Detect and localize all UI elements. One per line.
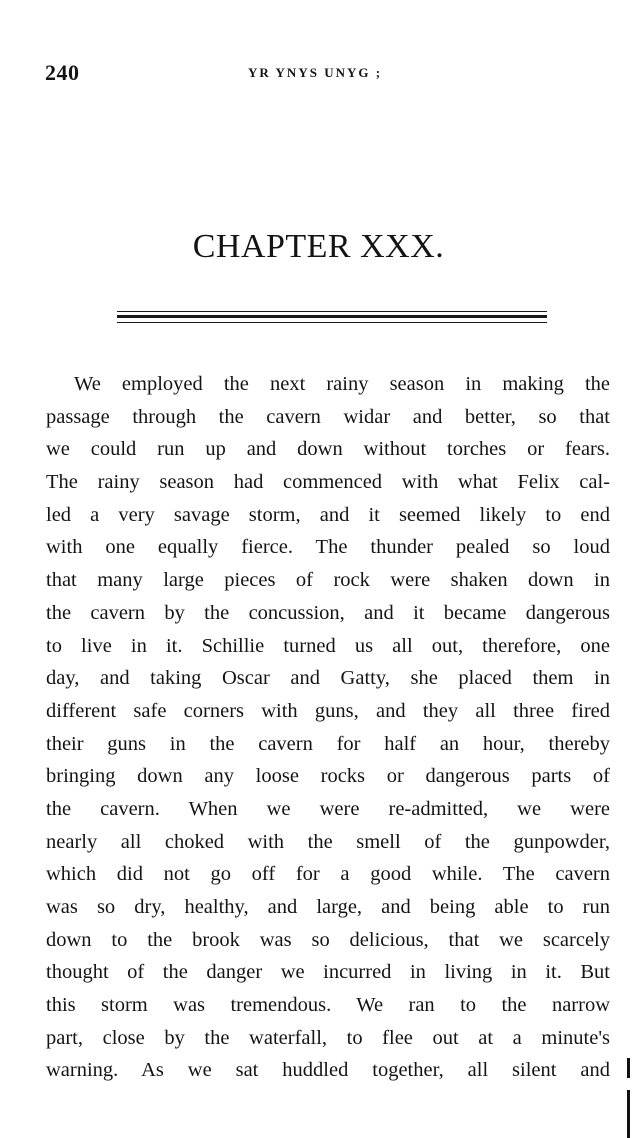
page-number: 240 (45, 60, 80, 85)
text-line: the cavern by the concussion, and it became dangerous (46, 601, 610, 624)
text-line: led a very savage storm, and it seemed likely to end (46, 503, 610, 526)
text-line: which did not go off for a good while. The cavern (46, 863, 610, 886)
text-line: passage through the cavern widar and better, so that (46, 405, 610, 428)
text-line: day, and taking Oscar and Gatty, she placed them in (46, 667, 610, 690)
text-line: The rainy season had commenced with what Felix cal- (46, 471, 610, 494)
text-line: this storm was tremendous. We ran to the narrow (46, 994, 610, 1017)
text-line: nearly all choked with the smell of the gunpowder, (46, 830, 610, 853)
chapter-rule-bottom (117, 322, 547, 323)
text-line: to live in it. Schillie turned us all out, therefore, one (46, 634, 610, 657)
text-line: warning. As we sat huddled together, all silent and (46, 1059, 610, 1082)
text-line: that many large pieces of rock were shaken down in (46, 569, 610, 592)
text-line: their guns in the cavern for half an hour, thereby (46, 732, 610, 755)
text-line: thought of the danger we incurred in living in it. But (46, 961, 610, 984)
text-line: We employed the next rainy season in making the (74, 373, 610, 395)
text-line: with one equally fierce. The thunder pealed so loud (46, 536, 610, 559)
margin-mark (627, 1058, 630, 1078)
margin-mark (627, 1090, 630, 1138)
text-line: different safe corners with guns, and they all three fired (46, 699, 610, 722)
text-line: the cavern. When we were re-admitted, we were (46, 797, 610, 820)
chapter-rule-middle (117, 315, 547, 318)
text-line: part, close by the waterfall, to flee out at a minute's (46, 1026, 610, 1049)
chapter-rule-top (117, 311, 547, 312)
chapter-title: CHAPTER XXX. (192, 228, 445, 265)
body-text (46, 368, 610, 1087)
text-line: bringing down any loose rocks or dangerous parts of (46, 765, 610, 788)
text-line: was so dry, healthy, and large, and being able to run (46, 896, 610, 918)
running-head: YR YNYS UNYG ; (248, 65, 383, 80)
text-line: down to the brook was so delicious, that we scarcely (46, 928, 610, 951)
text-line: we could run up and down without torches or fears. (46, 438, 610, 461)
